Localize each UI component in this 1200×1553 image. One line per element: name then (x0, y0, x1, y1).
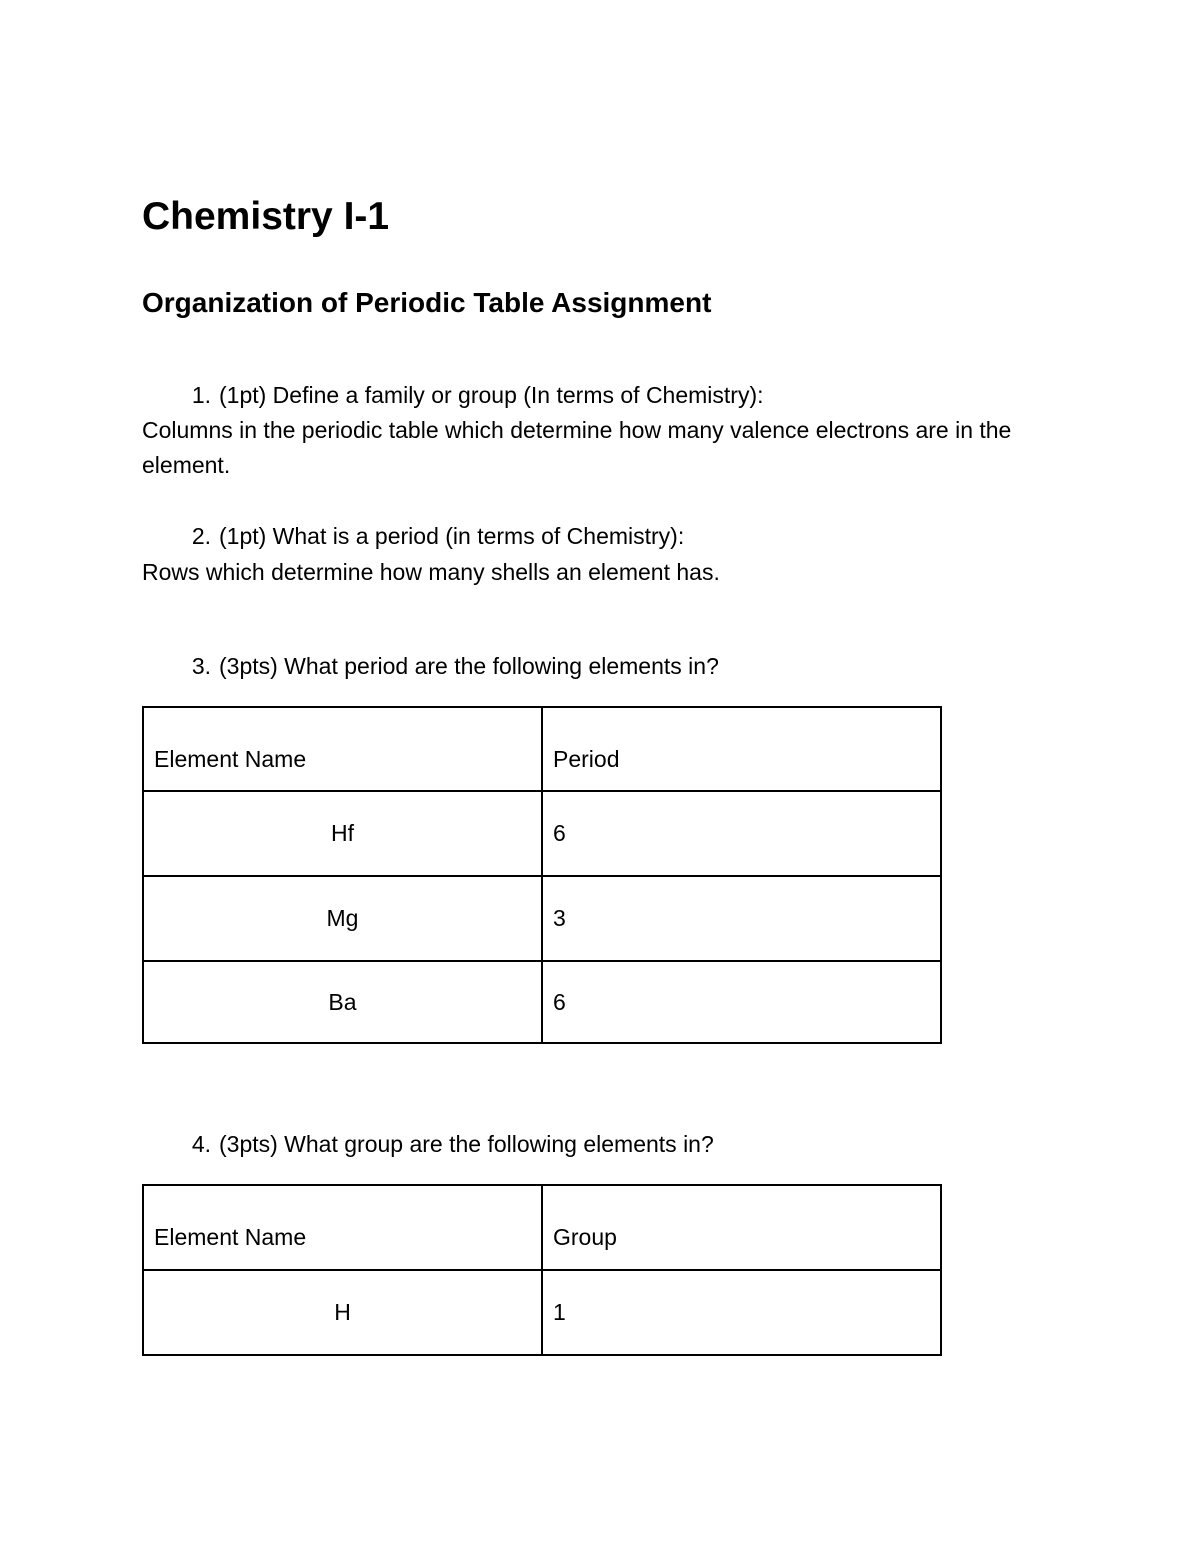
value-cell: 6 (542, 791, 941, 876)
question-number: 3. (191, 653, 211, 679)
answer-1: Columns in the periodic table which determine how many valence electrons are in the element. (142, 417, 1012, 478)
table-row (143, 791, 941, 876)
header-cell-period: Period (542, 707, 941, 791)
element-cell: Hf (143, 791, 542, 876)
table-row (143, 1270, 941, 1355)
value-cell: 1 (542, 1270, 941, 1355)
header-cell-element-name: Element Name (143, 707, 542, 791)
question-number: 1. (191, 382, 211, 408)
question-1 (142, 378, 764, 413)
header-cell-element-name: Element Name (143, 1185, 542, 1270)
assignment-subtitle: Organization of Periodic Table Assignment (142, 287, 712, 318)
table-header-row (143, 1185, 941, 1270)
period-table (142, 706, 942, 1044)
question-number: 2. (191, 523, 211, 549)
answer-2: Rows which determine how many shells an element has. (142, 559, 720, 585)
group-table (142, 1184, 942, 1356)
table-row (143, 876, 941, 961)
question-2 (142, 519, 684, 554)
value-cell: 6 (542, 961, 941, 1043)
value-cell: 3 (542, 876, 941, 961)
question-text: (3pts) What group are the following elements in? (219, 1131, 714, 1157)
question-text: (1pt) Define a family or group (In terms of Chemistry): (219, 382, 764, 408)
element-cell: Ba (143, 961, 542, 1043)
question-4 (142, 1127, 714, 1162)
element-cell: Mg (143, 876, 542, 961)
element-cell: H (143, 1270, 542, 1355)
question-3 (142, 649, 719, 684)
question-text: (3pts) What period are the following elements in? (219, 653, 719, 679)
page-title: Chemistry I-1 (142, 195, 390, 238)
question-text: (1pt) What is a period (in terms of Chemistry): (219, 523, 685, 549)
table-row (143, 961, 941, 1043)
table-header-row (143, 707, 941, 791)
header-cell-group: Group (542, 1185, 941, 1270)
question-number: 4. (191, 1131, 211, 1157)
